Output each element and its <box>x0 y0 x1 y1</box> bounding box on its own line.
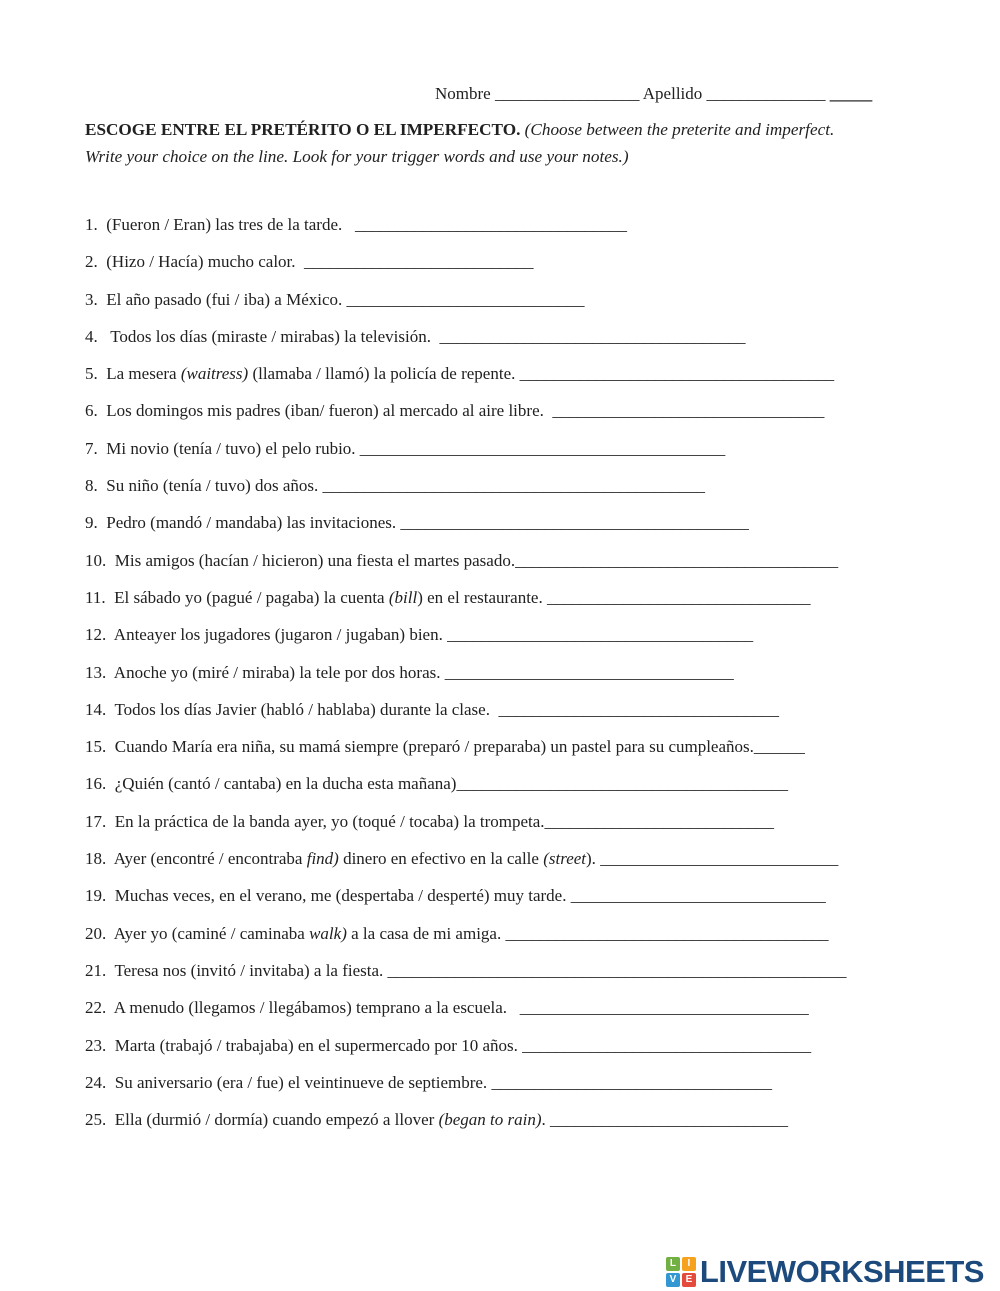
question-text: Mis amigos (hacían / hicieron) una fiesta el martes pasado. <box>106 550 516 570</box>
question-row <box>85 392 985 429</box>
question-text: Pedro (mandó / mandaba) las invitaciones. <box>97 513 401 533</box>
question-number: 20. <box>85 923 107 943</box>
liveworksheets-logo-icon <box>666 1257 696 1287</box>
question-row <box>85 915 985 952</box>
question-text: ) en el restaurante. <box>417 587 547 607</box>
question-text: (Fueron / Eran) las tres de la tarde. <box>97 215 356 234</box>
answer-blank[interactable]: __________________________________ <box>519 998 809 1018</box>
question-number: 14. <box>85 699 107 719</box>
question-text: find) <box>306 849 339 869</box>
question-number: 12. <box>85 625 107 645</box>
instructions-title: ESCOGE ENTRE EL PRETÉRITO O EL IMPERFECTO. <box>85 120 521 139</box>
question-number: 8. <box>85 476 98 496</box>
question-row <box>85 1064 985 1101</box>
answer-blank[interactable]: ______________________________ <box>570 886 826 906</box>
question-text: El año pasado (fui / iba) a México. <box>97 289 347 309</box>
nombre-label: Nombre <box>435 84 491 103</box>
question-number: 1. <box>85 215 98 234</box>
question-row <box>85 467 985 504</box>
question-number: 2. <box>85 252 98 272</box>
question-row <box>85 1101 985 1138</box>
question-number: 4. <box>85 326 98 346</box>
question-text: El sábado yo (pagué / pagaba) la cuenta <box>105 587 389 607</box>
name-header <box>435 84 872 104</box>
question-text: Su niño (tenía / tuvo) dos años. <box>97 476 323 496</box>
nombre-blank[interactable]: _________________ <box>494 84 640 103</box>
question-row <box>85 654 985 691</box>
instructions-subtitle-line1: (Choose between the preterite and imperfect. <box>524 120 835 139</box>
liveworksheets-logo[interactable] <box>666 1256 984 1287</box>
logo-tile-i: I <box>682 1257 696 1271</box>
question-text: walk) <box>309 923 347 943</box>
question-row <box>85 281 985 318</box>
answer-blank[interactable]: ___________________________ <box>304 252 534 272</box>
apellido-label: Apellido <box>642 84 703 103</box>
question-row <box>85 206 985 243</box>
question-text: Mi novio (tenía / tuvo) el pelo rubio. <box>97 438 360 458</box>
question-number: 16. <box>85 774 107 794</box>
answer-blank[interactable]: ____________________________ <box>346 289 585 309</box>
answer-blank[interactable]: ____________________________ <box>600 849 839 869</box>
question-row <box>85 728 985 765</box>
question-row <box>85 616 985 653</box>
instructions-line1 <box>85 116 945 143</box>
answer-blank[interactable]: ____________________________________ <box>447 625 754 645</box>
question-text: A menudo (llegamos / llegábamos) temprano a la escuela. <box>106 998 520 1018</box>
logo-tile-v: V <box>666 1273 680 1287</box>
question-text: Ayer yo (caminé / caminaba <box>106 923 310 943</box>
answer-blank[interactable]: __________________________________ <box>522 1035 812 1055</box>
question-text: (Hizo / Hacía) mucho calor. <box>97 252 305 272</box>
logo-tile-e: E <box>682 1273 696 1287</box>
question-number: 5. <box>85 364 98 384</box>
answer-blank[interactable]: ______________________________________ <box>515 550 839 570</box>
answer-blank[interactable]: ___________________________________________ <box>359 438 726 458</box>
answer-blank[interactable]: _________________________________________ <box>400 513 749 533</box>
answer-blank[interactable]: _______________________________________ <box>456 774 788 794</box>
question-text: Muchas veces, en el verano, me (despertaba / desperté) muy tarde. <box>106 886 571 906</box>
question-row <box>85 765 985 802</box>
question-text: ¿Quién (cantó / cantaba) en la ducha esta mañana) <box>106 774 457 794</box>
answer-blank[interactable]: ________________________________ <box>355 215 628 234</box>
answer-blank[interactable]: ______ <box>753 737 805 757</box>
question-row <box>85 318 985 355</box>
answer-blank[interactable]: _________________________________ <box>498 699 779 719</box>
apellido-blank-short[interactable]: _____ <box>829 84 873 103</box>
questions-list <box>85 206 985 1138</box>
question-number: 3. <box>85 289 98 309</box>
instructions-subtitle-line2: Write your choice on the line. Look for your trigger words and use your notes.) <box>85 147 629 166</box>
question-number: 17. <box>85 811 107 831</box>
answer-blank[interactable]: ___________________________ <box>544 811 775 831</box>
question-text: Todos los días (miraste / mirabas) la televisión. <box>97 326 440 346</box>
question-row <box>85 877 985 914</box>
question-row <box>85 355 985 392</box>
answer-blank[interactable]: ____________________________ <box>550 1110 789 1130</box>
answer-blank[interactable]: ______________________________________ <box>505 923 829 943</box>
answer-blank[interactable]: ____________________________________ <box>439 326 746 346</box>
question-row <box>85 989 985 1026</box>
question-number: 19. <box>85 886 107 906</box>
question-row <box>85 1027 985 1064</box>
question-number: 7. <box>85 438 98 458</box>
question-number: 23. <box>85 1035 107 1055</box>
question-text: Todos los días Javier (habló / hablaba) durante la clase. <box>106 699 499 719</box>
question-number: 21. <box>85 960 107 980</box>
question-text: dinero en efectivo en la calle <box>338 849 544 869</box>
question-row <box>85 840 985 877</box>
liveworksheets-brand-text: LIVEWORKSHEETS <box>699 1254 984 1289</box>
answer-blank[interactable]: _____________________________________________ <box>322 476 706 496</box>
question-row <box>85 243 985 280</box>
question-number: 9. <box>85 513 98 533</box>
question-row <box>85 579 985 616</box>
instructions <box>85 116 945 170</box>
logo-tile-l: L <box>666 1257 680 1271</box>
question-number: 6. <box>85 401 98 421</box>
question-number: 15. <box>85 737 107 757</box>
question-row <box>85 542 985 579</box>
question-number: 18. <box>85 849 107 869</box>
question-text: (street <box>543 849 587 869</box>
question-number: 22. <box>85 998 107 1018</box>
question-row <box>85 430 985 467</box>
question-row <box>85 504 985 541</box>
question-row <box>85 952 985 989</box>
apellido-blank[interactable]: ______________ <box>706 84 826 103</box>
question-number: 24. <box>85 1072 107 1092</box>
question-text: ). <box>586 849 601 869</box>
answer-blank[interactable]: __________________________________ <box>444 662 734 682</box>
question-text: a la casa de mi amiga. <box>346 923 506 943</box>
question-text: (began to rain) <box>438 1110 542 1130</box>
question-text: Ella (durmió / dormía) cuando empezó a llover <box>106 1110 439 1130</box>
question-text: Ayer (encontré / encontraba <box>106 849 307 869</box>
question-text: (waitress) <box>180 364 249 384</box>
question-text: (bill <box>388 587 418 607</box>
question-text: . <box>541 1110 551 1130</box>
question-text: Los domingos mis padres (iban/ fueron) al mercado al aire libre. <box>97 401 553 421</box>
question-row <box>85 803 985 840</box>
question-text: Anteayer los jugadores (jugaron / jugaban) bien. <box>106 625 448 645</box>
answer-blank[interactable]: ________________________________ <box>552 401 825 421</box>
question-number: 25. <box>85 1110 107 1130</box>
question-number: 10. <box>85 550 107 570</box>
answer-blank[interactable]: ______________________________________________________ <box>387 960 847 980</box>
question-number: 13. <box>85 662 107 682</box>
question-text: Marta (trabajó / trabajaba) en el supermercado por 10 años. <box>106 1035 523 1055</box>
answer-blank[interactable]: _____________________________________ <box>519 364 835 384</box>
question-text: Anoche yo (miré / miraba) la tele por dos horas. <box>106 662 445 682</box>
question-number: 11. <box>85 587 106 607</box>
question-text: (llamaba / llamó) la policía de repente. <box>248 364 520 384</box>
question-text: La mesera <box>97 364 181 384</box>
answer-blank[interactable]: _________________________________ <box>491 1072 772 1092</box>
question-text: Su aniversario (era / fue) el veintinueve de septiembre. <box>106 1072 492 1092</box>
question-row <box>85 691 985 728</box>
question-text: Cuando María era niña, su mamá siempre (preparó / preparaba) un pastel para su cumpleaños. <box>106 737 754 757</box>
question-text: Teresa nos (invitó / invitaba) a la fiesta. <box>106 960 388 980</box>
answer-blank[interactable]: _______________________________ <box>546 587 811 607</box>
question-text: En la práctica de la banda ayer, yo (toqué / tocaba) la trompeta. <box>106 811 545 831</box>
